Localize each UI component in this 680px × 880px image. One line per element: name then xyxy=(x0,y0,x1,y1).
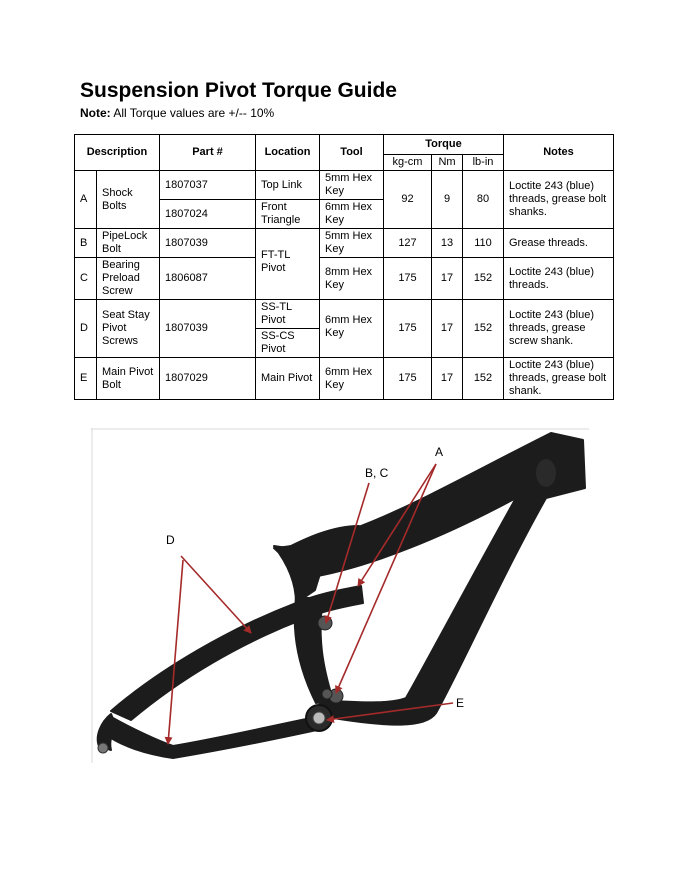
table-row xyxy=(75,171,614,200)
row-tool: 5mm Hex Key xyxy=(320,171,384,200)
header-location: Location xyxy=(256,135,320,171)
note-text: All Torque values are +/-- 10% xyxy=(113,106,275,120)
row-part: 1807029 xyxy=(160,358,256,400)
row-part: 1807037 xyxy=(160,171,256,200)
row-part: 1807039 xyxy=(160,229,256,258)
callout-label-e: E xyxy=(456,696,465,710)
row-id: E xyxy=(75,358,97,400)
callout-label-d: D xyxy=(166,533,175,547)
torque-note xyxy=(80,106,274,120)
row-lbin: 152 xyxy=(463,258,504,300)
row-description: PipeLock Bolt xyxy=(97,229,160,258)
row-kgcm: 175 xyxy=(384,358,432,400)
row-tool: 6mm Hex Key xyxy=(320,358,384,400)
header-lbin: lb-in xyxy=(463,155,504,171)
row-notes: Loctite 243 (blue) threads, grease bolt shank. xyxy=(504,358,614,400)
row-description: Seat Stay Pivot Screws xyxy=(97,300,160,358)
header-nm: Nm xyxy=(432,155,463,171)
row-location: Top Link xyxy=(256,171,320,200)
row-location: SS-CS Pivot xyxy=(256,329,320,358)
row-nm: 9 xyxy=(432,171,463,229)
row-kgcm: 92 xyxy=(384,171,432,229)
row-id: A xyxy=(75,171,97,229)
torque-table xyxy=(74,134,614,400)
callout-label-bc: B, C xyxy=(365,466,389,480)
row-description: Main Pivot Bolt xyxy=(97,358,160,400)
note-label: Note: xyxy=(80,106,111,120)
row-notes: Loctite 243 (blue) threads. xyxy=(504,258,614,300)
row-location: FT-TL Pivot xyxy=(256,229,320,300)
row-lbin: 152 xyxy=(463,300,504,358)
row-tool: 5mm Hex Key xyxy=(320,229,384,258)
row-tool: 6mm Hex Key xyxy=(320,200,384,229)
header-part: Part # xyxy=(160,135,256,171)
header-kgcm: kg-cm xyxy=(384,155,432,171)
row-tool: 8mm Hex Key xyxy=(320,258,384,300)
row-notes: Loctite 243 (blue) threads, grease screw shank. xyxy=(504,300,614,358)
row-notes: Loctite 243 (blue) threads, grease bolt shanks. xyxy=(504,171,614,229)
row-lbin: 152 xyxy=(463,358,504,400)
table-row xyxy=(75,358,614,400)
row-nm: 17 xyxy=(432,358,463,400)
row-description: Shock Bolts xyxy=(97,171,160,229)
row-location: SS-TL Pivot xyxy=(256,300,320,329)
header-torque: Torque xyxy=(384,135,504,155)
frame-diagram xyxy=(91,428,591,768)
table-row xyxy=(75,258,614,300)
header-notes: Notes xyxy=(504,135,614,171)
row-nm: 13 xyxy=(432,229,463,258)
header-description: Description xyxy=(75,135,160,171)
row-location: Main Pivot xyxy=(256,358,320,400)
row-tool: 6mm Hex Key xyxy=(320,300,384,358)
row-id: D xyxy=(75,300,97,358)
header-tool: Tool xyxy=(320,135,384,171)
table-row xyxy=(75,300,614,329)
callout-label-a: A xyxy=(435,445,444,459)
table-row xyxy=(75,229,614,258)
row-lbin: 110 xyxy=(463,229,504,258)
row-kgcm: 175 xyxy=(384,300,432,358)
row-nm: 17 xyxy=(432,258,463,300)
row-notes: Grease threads. xyxy=(504,229,614,258)
row-part: 1807039 xyxy=(160,300,256,358)
row-lbin: 80 xyxy=(463,171,504,229)
row-id: B xyxy=(75,229,97,258)
row-location: Front Triangle xyxy=(256,200,320,229)
row-id: C xyxy=(75,258,97,300)
row-kgcm: 175 xyxy=(384,258,432,300)
row-part: 1806087 xyxy=(160,258,256,300)
row-nm: 17 xyxy=(432,300,463,358)
row-part: 1807024 xyxy=(160,200,256,229)
row-kgcm: 127 xyxy=(384,229,432,258)
row-description: Bearing Preload Screw xyxy=(97,258,160,300)
page-title: Suspension Pivot Torque Guide xyxy=(80,79,397,102)
